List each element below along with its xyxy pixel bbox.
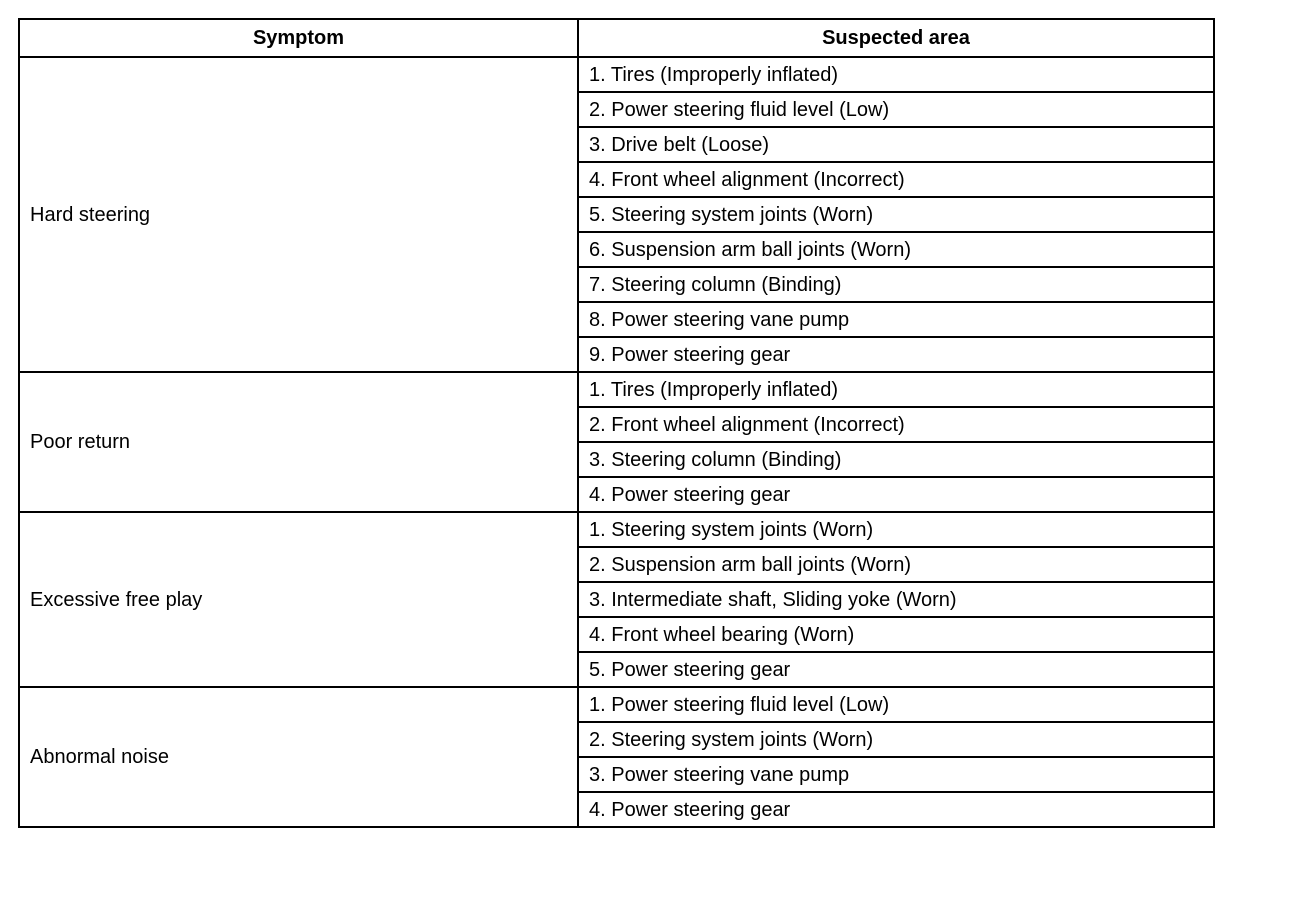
- suspected-area-cell: 4. Power steering gear: [578, 792, 1214, 827]
- header-symptom: Symptom: [19, 19, 578, 57]
- suspected-area-cell: 9. Power steering gear: [578, 337, 1214, 372]
- header-row: [19, 19, 1214, 57]
- suspected-area-cell: 3. Steering column (Binding): [578, 442, 1214, 477]
- suspected-area-cell: 2. Power steering fluid level (Low): [578, 92, 1214, 127]
- troubleshooting-table: [18, 18, 1215, 828]
- suspected-area-cell: 5. Steering system joints (Worn): [578, 197, 1214, 232]
- table-row: [19, 372, 1214, 407]
- header-suspected-area: Suspected area: [578, 19, 1214, 57]
- suspected-area-cell: 4. Front wheel bearing (Worn): [578, 617, 1214, 652]
- symptom-cell: Abnormal noise: [19, 687, 578, 827]
- suspected-area-cell: 1. Power steering fluid level (Low): [578, 687, 1214, 722]
- table-row: [19, 57, 1214, 92]
- suspected-area-cell: 3. Intermediate shaft, Sliding yoke (Worn): [578, 582, 1214, 617]
- table-body: [19, 57, 1214, 827]
- suspected-area-cell: 6. Suspension arm ball joints (Worn): [578, 232, 1214, 267]
- symptom-cell: Hard steering: [19, 57, 578, 372]
- suspected-area-cell: 1. Steering system joints (Worn): [578, 512, 1214, 547]
- suspected-area-cell: 1. Tires (Improperly inflated): [578, 372, 1214, 407]
- suspected-area-cell: 2. Steering system joints (Worn): [578, 722, 1214, 757]
- symptom-cell: Poor return: [19, 372, 578, 512]
- suspected-area-cell: 1. Tires (Improperly inflated): [578, 57, 1214, 92]
- suspected-area-cell: 7. Steering column (Binding): [578, 267, 1214, 302]
- table-row: [19, 512, 1214, 547]
- suspected-area-cell: 3. Drive belt (Loose): [578, 127, 1214, 162]
- suspected-area-cell: 2. Suspension arm ball joints (Worn): [578, 547, 1214, 582]
- table-row: [19, 687, 1214, 722]
- suspected-area-cell: 4. Power steering gear: [578, 477, 1214, 512]
- suspected-area-cell: 8. Power steering vane pump: [578, 302, 1214, 337]
- suspected-area-cell: 2. Front wheel alignment (Incorrect): [578, 407, 1214, 442]
- suspected-area-cell: 3. Power steering vane pump: [578, 757, 1214, 792]
- suspected-area-cell: 5. Power steering gear: [578, 652, 1214, 687]
- suspected-area-cell: 4. Front wheel alignment (Incorrect): [578, 162, 1214, 197]
- symptom-cell: Excessive free play: [19, 512, 578, 687]
